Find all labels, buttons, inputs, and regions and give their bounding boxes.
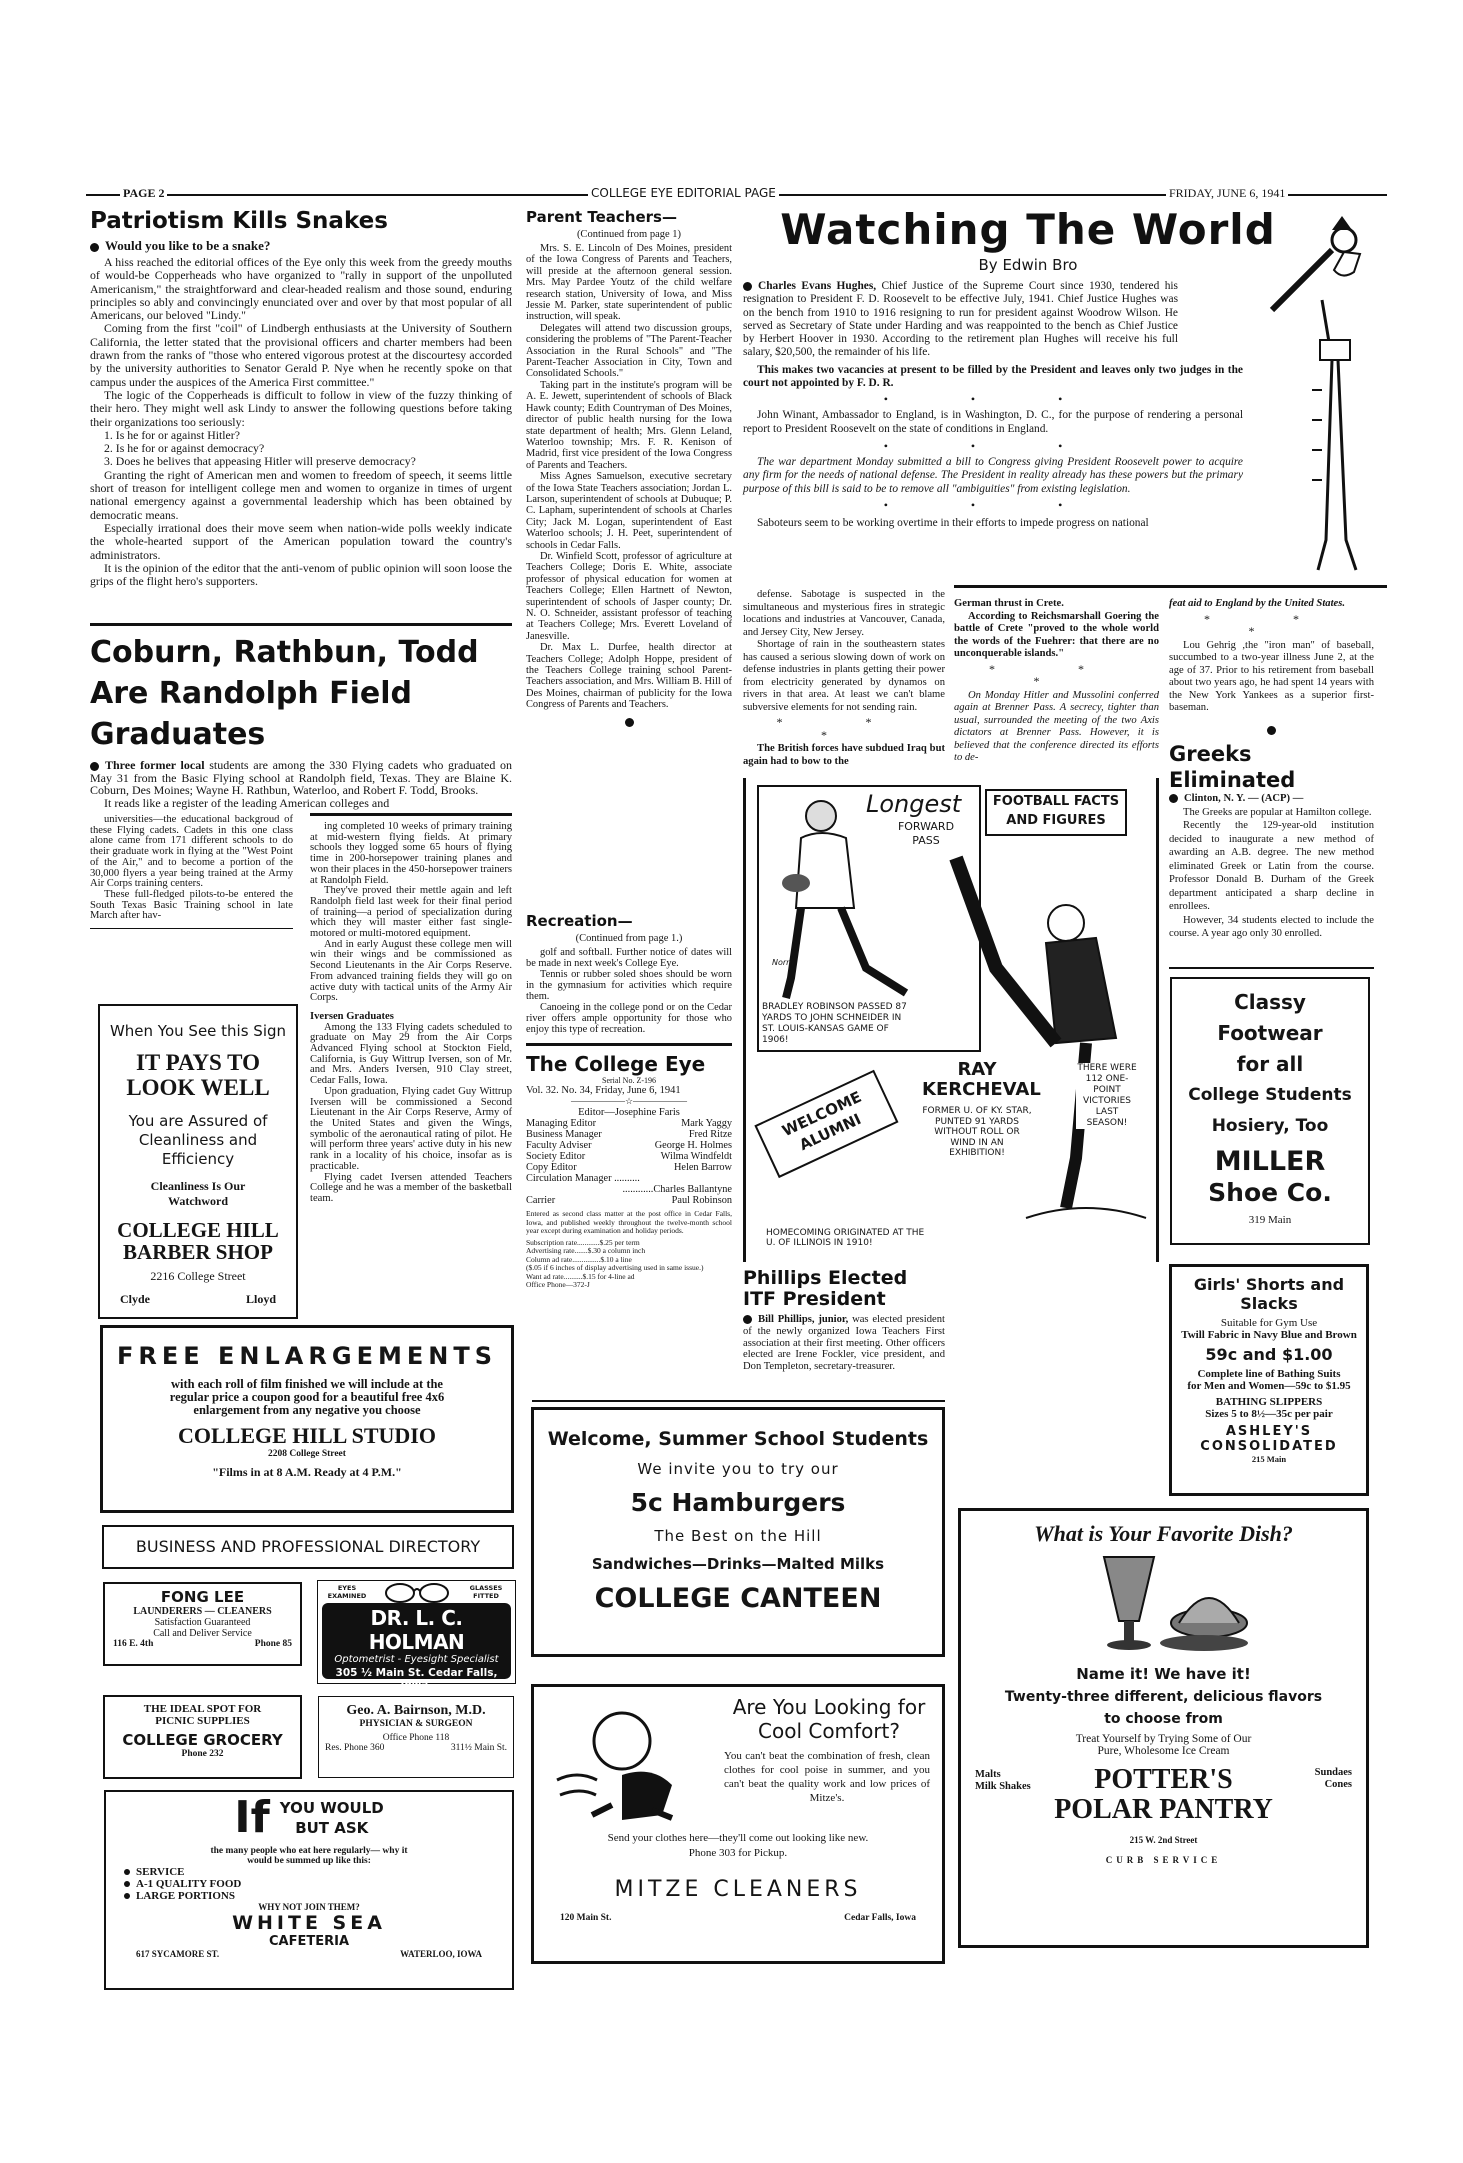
paragraph: Tennis or rubber soled shoes should be worn in the gymnasium for activities which require them. — [526, 969, 732, 1002]
ad-line: Satisfaction Guaranteed — [154, 1617, 251, 1628]
ad-address: 2216 College Street — [150, 1269, 246, 1283]
ad-line: Complete line of Bathing Suits — [1197, 1368, 1341, 1380]
ad-phone: Phone 303 for Pickup. — [688, 1847, 788, 1859]
college-eye-masthead — [526, 1052, 732, 1290]
ad-line: Suitable for Gym Use — [1220, 1317, 1318, 1329]
separator-dots: * * * — [989, 661, 1124, 688]
ad-line: Pure, Wholesome Ice Cream — [1097, 1745, 1230, 1757]
ad-line: When You See this Sign — [109, 1022, 287, 1040]
list-line: Office Phone—372-J — [526, 1280, 590, 1289]
paragraph: golf and softball. Further notice of dates will be made in next week's College Eye. — [526, 947, 732, 969]
ad-headline: Girls' Shorts and Slacks — [1193, 1275, 1345, 1313]
ad-address: 116 E. 4th — [113, 1639, 154, 1649]
ad-business-name: ASHLEY'S CONSOLIDATED — [1200, 1424, 1338, 1454]
ad-line: LAUNDERERS — CLEANERS — [133, 1606, 272, 1617]
staff-list: Managing Editor Mark Yaggy Business Manager Fred Ritze Faculty Adviser George H. Holmes Society Editor Wilma Windfeldt Copy Editor Helen Barrow Circulation Manager .......... ............Charles Ballantyne Carrier Paul Robinson — [526, 1118, 732, 1206]
ad-line: You are Assured of Cleanliness and Efficiency — [128, 1112, 268, 1168]
ad-miller-shoe — [1170, 977, 1370, 1245]
bullet-icon — [124, 1893, 130, 1899]
staff-name: Paul Robinson — [671, 1195, 732, 1206]
ad-business-name: DR. L. C. HOLMAN — [368, 1606, 465, 1654]
list-line: Want ad rate..........$.15 for 4-line ad — [526, 1271, 635, 1281]
paragraph: Canoeing in the college pond or on the Cedar river offers ample opportunity for those who enjoy this type of recreation. — [526, 1002, 732, 1035]
ad-line: to choose from — [1104, 1711, 1223, 1727]
ad-line: College Students — [1188, 1085, 1352, 1105]
article-left-column — [90, 815, 293, 922]
serial-number: Serial No. Z-196 — [602, 1076, 656, 1085]
ad-body: with each roll of film finished we will include at the regular price a coupon good for a beautiful free 4x6 enlargement from any negative you choose — [169, 1377, 445, 1417]
football-facts-cartoon — [743, 778, 1159, 1262]
cartoon-banner: FOOTBALL FACTS AND FIGURES — [992, 794, 1120, 828]
lead-bold: Bill Phillips, junior, — [758, 1314, 849, 1325]
separator-dots: • • • — [883, 498, 1103, 513]
ad-line: PICNIC SUPPLIES — [155, 1715, 250, 1727]
bullet-icon — [743, 1315, 752, 1324]
ad-address: 617 SYCAMORE ST. — [136, 1949, 220, 1959]
list-line: Subscription rate............$.25 per term — [526, 1237, 640, 1247]
bullet-icon — [124, 1881, 130, 1887]
ad-slogan: "Films in at 8 A.M. Ready at 4 P.M." — [212, 1465, 402, 1479]
list-line: Column ad rate...............$.10 a line — [526, 1254, 632, 1264]
paragraph: John Winant, Ambassador to England, is in Washington, D. C., for the purpose of rendering a personal report to President Roosevelt on the state of conditions in England. — [743, 409, 1243, 435]
cartoon-title: FORWARD PASS — [897, 820, 955, 847]
ad-line: We invite you to try our — [637, 1460, 839, 1478]
ad-city: Cedar Falls, Iowa — [844, 1913, 916, 1923]
article-recreation — [526, 912, 732, 1035]
list-item: SERVICE — [136, 1866, 185, 1878]
staff-role: Business Manager — [526, 1129, 602, 1140]
ad-phone: Res. Phone 360 — [325, 1743, 385, 1753]
ad-business-name: POTTER'S — [1094, 1764, 1233, 1795]
ad-side-item: Malts — [975, 1769, 1001, 1780]
ad-business-name: COLLEGE GROCERY — [122, 1731, 283, 1749]
ad-address: 215 Main — [1251, 1454, 1287, 1464]
list-line: ($.05 if 6 inches of display advertising used in same issue.) — [526, 1263, 704, 1272]
ad-phone: Phone 232 — [181, 1749, 224, 1759]
article-randolph-field — [90, 632, 512, 809]
ad-line: BUT ASK — [295, 1819, 369, 1837]
bullet-icon — [90, 243, 99, 252]
headline: Phillips Elected ITF President — [743, 1267, 908, 1310]
paragraph: The war department Monday submitted a bill to Congress giving President Roosevelt power to acquire any firm for the needs of national defense. The President in reality already has these powers but the primary purpose of this bill is said to be to remove all "ambiguities" from existing legislation. — [743, 455, 1243, 495]
ad-phone: Phone 85 — [254, 1639, 292, 1649]
ad-line: for Men and Women—59c to $1.95 — [1187, 1380, 1351, 1392]
ad-line: Twenty-three different, delicious flavors — [1004, 1689, 1323, 1705]
intro: It reads like a register of the leading American colleges and — [104, 795, 390, 810]
ad-price: 59c and $1.00 — [1205, 1345, 1333, 1364]
ad-headline: Welcome, Summer School Students — [547, 1428, 929, 1450]
separator-dots: • • • — [883, 392, 1103, 407]
lead-bold: Charles Evans Hughes, — [758, 280, 877, 292]
ad-line: Treat Yourself by Trying Some of Our — [1075, 1733, 1252, 1745]
section-title: COLLEGE EYE EDITORIAL PAGE — [588, 186, 779, 200]
paragraph: Flying cadet Iversen attended Teachers College and he was a member of the basketball team. — [310, 1171, 512, 1204]
paragraph: Granting the right of American men and women to freedom of speech, it seems little short of treason for intelligent college men and women to organize in times of urgent national emergency against a governmental leadership which has been obtained by democratic means. — [90, 467, 512, 522]
headline: Recreation— — [526, 912, 633, 930]
ad-line: WHY NOT JOIN THEM? — [258, 1902, 360, 1912]
ad-list — [124, 1866, 512, 1902]
byline: By Edwin Bro — [978, 256, 1078, 274]
list-line: Advertising rate.......$.30 a column inch — [526, 1246, 646, 1255]
list-item: A-1 QUALITY FOOD — [136, 1878, 242, 1890]
cartoon-caption: THERE WERE 112 ONE-POINT VICTORIES LAST SEASON! — [1077, 1063, 1137, 1128]
ad-side-item: Sundaes — [1314, 1767, 1352, 1778]
paragraph: feat aid to England by the United States. — [1169, 598, 1345, 609]
headline: Coburn, Rathbun, Todd Are Randolph Field Graduates — [90, 635, 479, 752]
ad-line: EYES EXAMINED — [327, 1584, 367, 1600]
ad-address: 120 Main St. — [560, 1913, 612, 1923]
ad-line: Sizes 5 to 8½—35c per pair — [1205, 1408, 1333, 1420]
ad-business-name: COLLEGE HILL STUDIO — [178, 1423, 436, 1448]
postal-notice: Entered as second class matter at the post office in Cedar Falls, Iowa, and published weekly throughout the twelve-month school year except during examination and holiday periods. — [526, 1209, 732, 1235]
barber-name: Lloyd — [245, 1292, 276, 1306]
ad-line: BATHING SLIPPERS — [1215, 1396, 1323, 1408]
ad-line: Optometrist - Eyesight Specialist — [334, 1654, 499, 1665]
ad-college-hill-studio — [100, 1325, 514, 1513]
cartoon-caption: BRADLEY ROBINSON PASSED 87 YARDS TO JOHN SCHNEIDER IN ST. LOUIS-KANSAS GAME OF 1906! — [762, 1002, 912, 1046]
ad-address: 319 Main — [1248, 1214, 1292, 1226]
paragraph: Taking part in the institute's program will be A. E. Jewett, superintendent of schools of Black Hawk county; Edith Countryman of Des Moines, director of public health nursing for the Iowa state department of health; Mrs. Glenn Leland, Waterloo township; Mrs. F. R. Kenison of Madrid, first vice president of the Iowa Congress of Parents and Teachers. — [526, 379, 732, 471]
ad-business-name: MITZE CLEANERS — [614, 1877, 862, 1902]
ad-dr-holman — [317, 1580, 516, 1691]
ad-address: 215 W. 2nd Street — [1129, 1835, 1198, 1845]
watching-col1 — [743, 589, 945, 768]
paragraph: It is the opinion of the editor that the anti-venom of public opinion will soon loose the grips of the flight hero's supporters. — [90, 560, 512, 589]
eyeglasses-icon — [384, 1583, 450, 1603]
ad-line: Classy — [1234, 990, 1306, 1014]
ad-address: 2208 College Street — [268, 1449, 346, 1459]
ad-business-name: POLAR PANTRY — [1054, 1794, 1273, 1825]
staff-role: Carrier — [526, 1195, 556, 1206]
paragraph: Miss Agnes Samuelson, executive secretary of the Iowa State Teachers association; Jordan L. Larson, superintendent of schools at Dubuque; P. C. Lapham, superintendent of schools at Charles City; Jack M. Logan, superintendent of East Waterloo schools; J. H. Peet, superintendent of schools in Cedar Falls. — [526, 471, 732, 551]
ad-big-letter: If — [234, 1792, 270, 1843]
paragraph: Dr. Max L. Durfee, health director at Teachers College; Adolph Hoppe, president of the Teachers College training school Parent-Teachers association, and Mrs. William B. Hill of Des Moines, chairman of publicity for the Iowa Congress of Parents and Teachers. — [526, 642, 732, 711]
paragraph: On Monday Hitler and Mussolini conferred again at Brenner Pass. A secrecy, tighter than usual, surrounded the meeting of the two Axis dictators at Brenner Pass. However, it is believed that the conference directed its efforts to de- — [954, 689, 1159, 763]
bullet-icon — [1169, 794, 1178, 803]
staff-name: George H. Holmes — [654, 1140, 732, 1151]
paragraph: Upon graduation, Flying cadet Guy Wittrup Iversen will be commissioned a Second Lieutenant in the Air Corps Reserve, Army of the United States and given the Wings, symbolic of the aeronautical rating of pilot. He will perform three years' active duty in his new rank in a locality of his choice, insofar as is practicable. — [310, 1085, 512, 1172]
paragraph: This makes two vacancies at present to be filled by the President and leaves only two judges in the court not appointed by F. D. R. — [743, 363, 1243, 390]
lead-bold: Three former local — [105, 758, 205, 772]
rates-list — [526, 1239, 732, 1290]
paragraph: Especially irrational does their move seem when nation-wide polls weekly indicate the whole-hearted support of the American population toward the country's administrators. — [90, 520, 512, 562]
bullet-icon — [90, 762, 99, 771]
issue-line: Vol. 32. No. 34, Friday, June 6, 1941 — [526, 1085, 681, 1096]
separator-dots: * * * — [1204, 611, 1339, 638]
dateline: Clinton, N. Y. — (ACP) — — [1184, 793, 1304, 804]
bullet-icon — [625, 718, 634, 727]
ad-line: Hosiery, Too — [1211, 1116, 1329, 1136]
ad-college-grocery — [103, 1695, 302, 1779]
paragraph: A hiss reached the editorial offices of the Eye only this week from the greedy mouths of would-be Copperheads who have organized to "rally in support of the unpolluted Americanism," the straightforward and clear-headed realism and those sound, enduring principles so ably and convincingly enunciated over and over by that most popular of all Americans, our beloved "Lindy." — [90, 255, 512, 323]
watching-col3 — [1169, 598, 1374, 941]
page-header — [86, 186, 1387, 202]
staff-name: Wilma Windfeldt — [660, 1151, 732, 1162]
paragraph: And in early August these college men will win their wings and be commissioned as Second Lieutenants in the Air Corps Reserve. From advanced training fields they will go on active duty with tactical units of the Army Air Corps. — [310, 938, 512, 1004]
lead: Would you like to be a snake? — [105, 238, 271, 253]
ad-side-item: Cones — [1324, 1779, 1352, 1790]
ad-line: CAFETERIA — [268, 1934, 350, 1949]
paragraph: Dr. Winfield Scott, professor of agriculture at Teachers College; Doris E. White, associate professor of physical education for women at Teachers College; Ellen Hartnett of Newton, superintendent of schools of Jasper county; Dr. N. O. Schneider, assistant professor of teaching at Teachers College; Mrs. Everett Loveland of Janesville. — [526, 550, 732, 642]
paragraph: They've proved their mettle again and left Randolph field last week for their final period of training—a period of specialization during which they will master either fast single-motored or multi-motored equipment. — [310, 885, 512, 940]
ad-business-name: COLLEGE HILL BARBER SHOP — [117, 1218, 279, 1264]
headline: Watching The World — [780, 205, 1276, 254]
paragraph: 1. Is he for or against Hitler? — [104, 427, 240, 442]
ad-business-name: COLLEGE CANTEEN — [594, 1583, 882, 1614]
drum-major-illustration — [1262, 210, 1382, 580]
ad-fong-lee — [103, 1582, 302, 1666]
list-item: LARGE PORTIONS — [136, 1890, 235, 1902]
ad-college-canteen — [531, 1407, 945, 1657]
subhead: Iversen Graduates — [310, 1010, 394, 1022]
paragraph: 3. Does he belives that appeasing Hitler will preserve democracy? — [104, 454, 416, 469]
paragraph: The logic of the Copperheads is difficult to follow in view of the fuzzy thinking of their hero. They might well ask Lindy to answer the following questions before taking their organizations too seriously: — [90, 387, 512, 429]
staff-name: Mark Yaggy — [681, 1118, 732, 1129]
ad-line: Twill Fabric in Navy Blue and Brown — [1181, 1329, 1357, 1341]
ad-headline: Are You Looking for Cool Comfort? — [732, 1695, 926, 1743]
directory-header: BUSINESS AND PROFESSIONAL DIRECTORY — [102, 1525, 514, 1569]
paragraph: Delegates will attend two discussion groups, considering the problems of "The Parent-Teacher Association in the Rural Schools" and "The Parent-Teacher Association in City, Town and Consolidated Schools." — [526, 322, 732, 380]
ad-line: Call and Deliver Service — [153, 1628, 252, 1639]
paragraph: German thrust in Crete. — [954, 598, 1064, 609]
ad-business-name: MILLER — [1214, 1146, 1326, 1177]
artist-signature: Norm — [772, 958, 794, 967]
cartoon-title: Longest — [866, 790, 962, 818]
ad-line: CURB SERVICE — [1105, 1855, 1222, 1865]
bullet-icon — [1267, 726, 1276, 735]
staff-role: Society Editor — [526, 1151, 586, 1162]
welcome-sign: WELCOME ALUMNI — [779, 1087, 865, 1155]
article-body — [90, 256, 512, 588]
ad-bairnson — [318, 1696, 514, 1778]
staff-name: Charles Ballantyne — [653, 1184, 732, 1195]
paragraph: The British forces have subdued Iraq but again had to bow to the — [743, 743, 945, 767]
ad-body: You can't beat the combination of fresh, clean clothes for cool poise in summer, and you can't beat the quality work and low prices of Mitze's. — [724, 1750, 930, 1804]
ad-business-name: WHITE SEA — [232, 1912, 386, 1934]
barber-name: Clyde — [120, 1292, 150, 1306]
running-boy-illustration — [552, 1705, 702, 1823]
ad-line: Cleanliness Is Our Watchword — [150, 1179, 246, 1208]
ad-mitze-cleaners — [531, 1684, 945, 1964]
ad-side-item: Milk Shakes — [975, 1781, 1031, 1792]
ad-address: 305 ½ Main St. Cedar Falls, Iowa. — [335, 1667, 498, 1691]
ad-barber-shop — [98, 1004, 298, 1319]
lead-text: students are among the 330 Flying cadets who graduated on May 31 from the Basic Flying school at Randolph field, Texas. They are Blaine K. Coburn, Des Moines; Wayne H. Rathbun, Waterloo, and Robert F. Todd, Brooks. — [90, 758, 513, 797]
separator-dots: • • • — [883, 438, 1103, 453]
ad-line: The Best on the Hill — [654, 1527, 822, 1545]
paragraph: Among the 133 Flying cadets scheduled to graduate on May 29 from the Air Corps Advanced Flying school at Stockton Field, California, is Guy Wittrup Iversen, son of Mr. and Mrs. Anders Iversen, 910 Clay street, Cedar Falls, Iowa. — [310, 1021, 512, 1087]
paragraph: ing completed 10 weeks of primary training at mid-western flying fields. At primary schools they logged some 65 hours of flying time in 200-horsepower training planes and won their places in the 450-horsepower trainers at Randolph Field. — [310, 821, 512, 886]
ad-body: the many people who eat here regularly— why it would be summed up like this: — [210, 1846, 408, 1866]
paragraph: 2. Is he for or against democracy? — [104, 441, 265, 456]
paragraph: Coming from the first "coil" of Lindbergh enthusiasts at the University of Southern California, the letter stated that the provisional officers and charter members had been drawn from the ranks of "those who entered vigorous protest at the discourtesy accorded by the university authorities to Senator Gerald P. Nye when he recently spoke on that campus under the auspices of the America First committee." — [90, 321, 512, 389]
ad-line: PHYSICIAN & SURGEON — [359, 1719, 473, 1729]
ad-line: for all — [1236, 1052, 1304, 1076]
watching-col2 — [954, 598, 1159, 765]
paragraph: Recently the 129-year-old institution decided to inaugurate a new method of awarding an A.B. degree. The new method eliminated Greek or Latin from the course. Professor Donald B. Durham of the Greek department anticipated a sharp decline in enrollees. — [1169, 820, 1374, 912]
ad-phone: Office Phone 118 — [382, 1733, 450, 1743]
bullet-icon — [743, 282, 752, 291]
paragraph: Mrs. S. E. Lincoln of Des Moines, president of the Iowa Congress of Parents and Teachers, will preside at the afternoon general session. Mrs. May Pardee Youtz of the child welfare research station, University of Iowa, and Miss Jessie M. Parker, state superintendent of public instruction, will speak. — [526, 243, 732, 323]
ad-line: Send your clothes here—they'll come out looking like new. — [607, 1832, 869, 1844]
ad-business-name: FONG LEE — [160, 1588, 245, 1606]
headline: Greeks Eliminated — [1169, 742, 1296, 792]
ad-line: THE IDEAL SPOT FOR — [143, 1703, 262, 1715]
page-number: PAGE 2 — [120, 186, 167, 201]
cartoon-name: RAY KERCHEVAL — [922, 1059, 1041, 1100]
paragraph: was elected president of the newly organized Iowa Teachers First association at their first meeting. Other officers elected are Irene Fockler, vice president, and Don Templeton, secretary-treasurer. — [743, 1314, 945, 1373]
issue-date: FRIDAY, JUNE 6, 1941 — [1166, 186, 1288, 201]
paragraph: However, 34 students elected to include the course. A year ago only 30 enrolled. — [1169, 914, 1374, 939]
headline: Parent Teachers— — [526, 208, 677, 226]
staff-role: Managing Editor — [526, 1118, 597, 1129]
ad-line: Sandwiches—Drinks—Malted Milks — [591, 1555, 885, 1573]
paragraph: Chief Justice of the Supreme Court since 1930, tendered his resignation to President F. D. Roosevelt to be effective July, 1941. Chief Justice Hughes was on the bench from 1910 to 1916 resigning to run for president against Woodrow Wilson. He served as Secretary of State under Harding and was reappointed to the bench as Chief Justice by Herbert Hoover in 1930. According to the retirement plan Hughes will receive his full salary, $20,500, the remainder of his life. — [743, 280, 1178, 359]
continued-note: (Continued from page 1.) — [575, 933, 683, 944]
paragraph: Saboteurs seem to be working overtime in their efforts to impede progress on national — [757, 517, 1149, 530]
ad-ashleys-consolidated — [1169, 1264, 1369, 1496]
publication-title: The College Eye — [526, 1052, 706, 1076]
cartoon-caption: FORMER U. OF KY. STAR, PUNTED 91 YARDS WITHOUT ROLL OR WIND IN AN EXHIBITION! — [922, 1106, 1032, 1158]
ad-address: 311½ Main St. — [450, 1743, 507, 1753]
ad-line: YOU WOULD — [279, 1799, 384, 1817]
editor-line: Editor—Josephine Faris — [578, 1107, 680, 1118]
editorial-patriotism — [90, 208, 512, 588]
separator-dots: * * * — [776, 715, 912, 742]
ad-line: Footwear — [1217, 1021, 1323, 1045]
ad-business-name: Shoe Co. — [1208, 1178, 1332, 1207]
article-right-column — [310, 822, 512, 1205]
ad-line: GLASSES FITTED — [469, 1584, 503, 1600]
headline: Patriotism Kills Snakes — [90, 208, 388, 234]
ad-headline: IT PAYS TO LOOK WELL — [126, 1050, 270, 1100]
paragraph: These full-fledged pilots-to-be entered the South Texas Basic Training school in late March after hav- — [90, 888, 293, 922]
paragraph: Lou Gehrig ,the "iron man" of baseball, succumbed to a two-year illness June 2, at the age of 37. Prior to his retirement from baseball about two years ago, he had spent 14 years with the New York Yankees as a superior first-baseman. — [1169, 639, 1374, 713]
paragraph: universities—the educational backgroud of these Flying cadets. Cadets in this one class alone came from 171 different schools to do their graduate work in flying at the "West Point of the Air," and to become a portion of the 30,000 flyers a year being trained at the Army Air Corps training centers. — [90, 814, 293, 890]
ad-special: 5c Hamburgers — [630, 1488, 846, 1517]
staff-name: Helen Barrow — [673, 1162, 732, 1173]
bullet-icon — [124, 1869, 130, 1875]
staff-name: Fred Ritze — [688, 1129, 732, 1140]
ad-headline: FREE ENLARGEMENTS — [117, 1342, 497, 1370]
paragraph: The Greeks are popular at Hamilton college. — [1183, 806, 1372, 818]
ad-city: WATERLOO, IOWA — [400, 1949, 482, 1959]
paragraph: defense. Sabotage is suspected in the simultaneous and mysterious fires in strategic locations and industries at Vancouver, Canada, and Jersey City, New Jersey. — [743, 589, 945, 638]
staff-role: Copy Editor — [526, 1162, 577, 1173]
article-phillips — [743, 1268, 945, 1373]
ad-line: Name it! We have it! — [1076, 1665, 1251, 1683]
article-parent-teachers — [526, 208, 732, 735]
staff-role: Circulation Manager — [526, 1173, 612, 1184]
paragraph: According to Reichsmarshall Goering the battle of Crete "proved to the whole world the words of the Fuehrer: that there are no unconquerable islands." — [954, 610, 1159, 659]
ad-white-sea-cafeteria — [104, 1790, 514, 1990]
ad-script-headline: What is Your Favorite Dish? — [1034, 1521, 1293, 1546]
ice-cream-illustration — [1064, 1551, 1264, 1661]
ad-potters-polar-pantry — [958, 1508, 1369, 1948]
ad-business-name: Geo. A. Bairnson, M.D. — [346, 1703, 486, 1718]
continued-note: (Continued from page 1) — [576, 229, 682, 240]
paragraph: Shortage of rain in the southeastern states has caused a serious slowing down of work on defense industries in plants getting their power from electricity generated by dynamos on rivers in that area. At least we can't blame subversive elements for not sending rain. — [743, 639, 945, 713]
star-icon: ——————☆—————— — [570, 1096, 688, 1106]
staff-role: Faculty Adviser — [526, 1140, 592, 1151]
cartoon-caption: HOMECOMING ORIGINATED AT THE U. OF ILLINOIS IN 1910! — [766, 1228, 936, 1248]
